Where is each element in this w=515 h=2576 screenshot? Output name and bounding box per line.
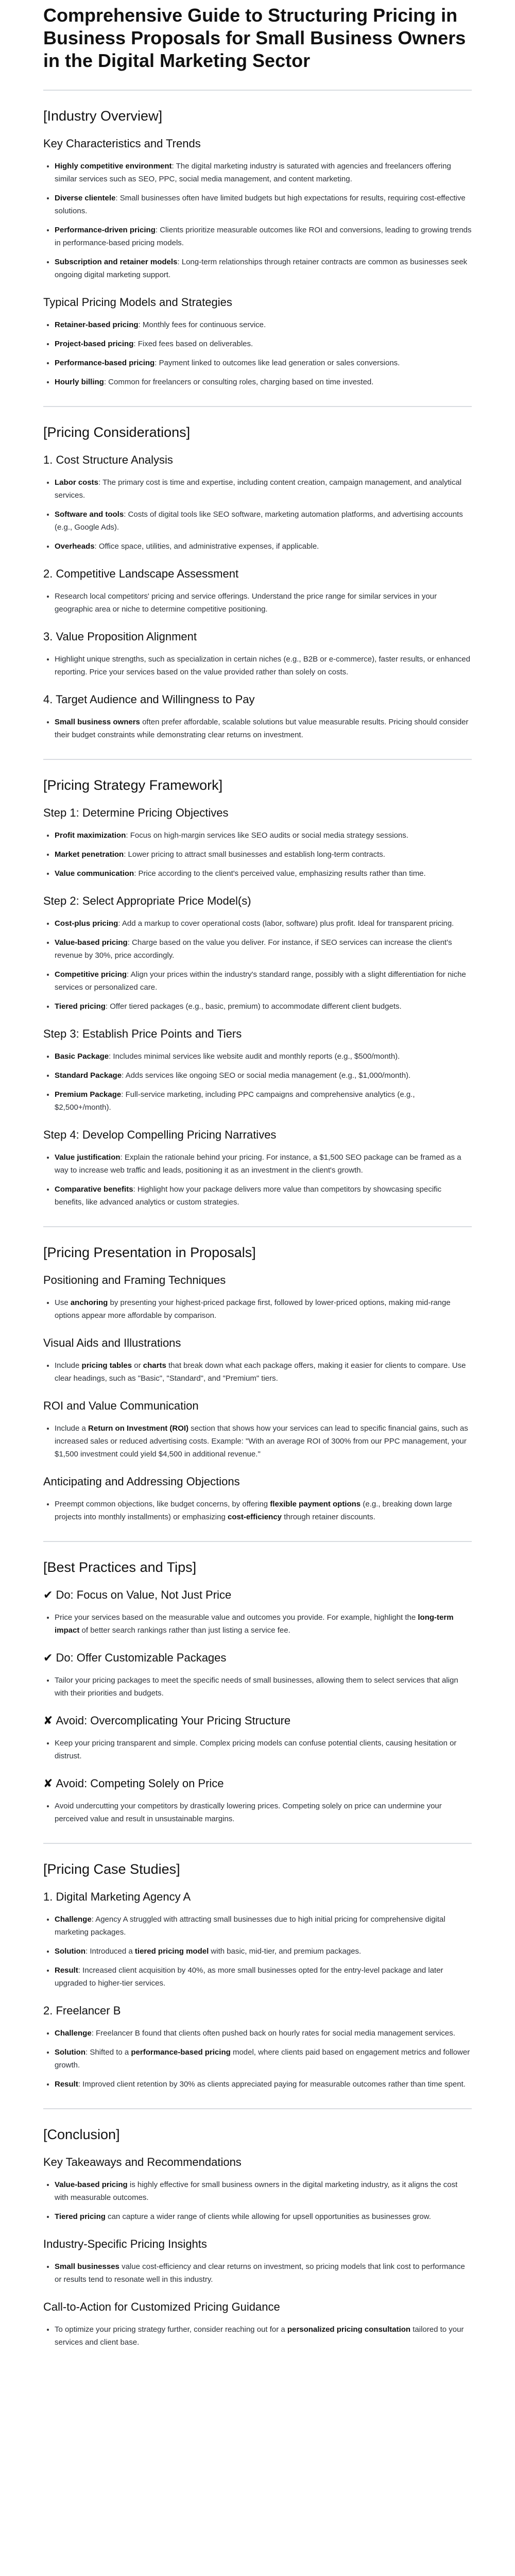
bullet-list: [43, 1913, 472, 1990]
subsection-title: [43, 805, 472, 821]
section-divider: [43, 1226, 472, 1227]
list-item: [55, 653, 472, 679]
subsection-title-text: Step 4: Develop Compelling Pricing Narratives: [43, 1128, 277, 1141]
bold-term: Performance-based pricing: [55, 359, 155, 367]
text-run: value cost-efficiency and clear returns on investment, so pricing models that link cost to performance or results tend to resonate well in this industry.: [55, 2262, 465, 2284]
bullet-list: [43, 1800, 472, 1825]
text-run: that break down what each package offers, making it easier for clients to compare. Use clear headings, such as "Basic", "Standard", and "Premium" tiers.: [55, 1361, 466, 1383]
subsection-title: [43, 2003, 472, 2019]
bold-term: Premium Package: [55, 1090, 122, 1099]
list-item: [55, 160, 472, 185]
bold-term: Basic Package: [55, 1052, 109, 1061]
bullet-list: [43, 2260, 472, 2286]
subsection-title-text: Industry-Specific Pricing Insights: [43, 2238, 207, 2250]
text-run: : Common for freelancers or consulting roles, charging based on time invested.: [104, 378, 374, 386]
text-run: tailored to your services and client base.: [55, 2325, 464, 2347]
subsection-title-text: Anticipating and Addressing Objections: [43, 1475, 240, 1488]
section-title: [Pricing Strategy Framework]: [43, 777, 223, 793]
list-item: [55, 1945, 472, 1958]
subsection-title: [43, 629, 472, 645]
subsection-title-text: Typical Pricing Models and Strategies: [43, 296, 232, 309]
section: [43, 2126, 472, 2349]
bold-term: pricing tables: [81, 1361, 132, 1370]
document-body: [43, 90, 472, 2349]
section-divider: [43, 1843, 472, 1844]
bullet-list: [43, 716, 472, 741]
list-item: [55, 1088, 472, 1114]
subsection-title: [43, 692, 472, 707]
section: [43, 776, 472, 1209]
bold-term: Overheads: [55, 542, 95, 551]
bold-term: Market penetration: [55, 850, 124, 859]
text-run: by presenting your highest-priced package first, followed by lower-priced options, making mid-range options appear more affordable by comparison.: [55, 1298, 451, 1320]
text-run: : Office space, utilities, and administrative expenses, if applicable.: [94, 542, 319, 551]
list-item: [55, 968, 472, 994]
text-run: : Payment linked to outcomes like lead generation or sales conversions.: [154, 359, 400, 367]
subsection-title-text: Avoid: Overcomplicating Your Pricing Structure: [56, 1714, 291, 1727]
bold-term: Comparative benefits: [55, 1185, 133, 1194]
subsection-title-text: 1. Cost Structure Analysis: [43, 453, 173, 466]
bold-term: Small business owners: [55, 718, 140, 726]
bold-term: long-term impact: [55, 1613, 454, 1635]
text-run: : Adds services like ongoing SEO or social media management (e.g., $1,000/month).: [122, 1071, 411, 1080]
subsection-title: [43, 1587, 472, 1603]
section-title: [Best Practices and Tips]: [43, 1560, 197, 1575]
subsection-title-text: 2. Competitive Landscape Assessment: [43, 567, 239, 580]
bold-term: anchoring: [70, 1298, 108, 1307]
list-item: [55, 2210, 472, 2223]
text-run: Price your services based on the measurable value and outcomes you provide. For example, highlight the: [55, 1613, 418, 1622]
checkmark-icon: ✔: [43, 1588, 53, 1601]
section: [43, 423, 472, 741]
section-divider: [43, 2108, 472, 2109]
bullet-list: [43, 160, 472, 281]
list-item: [55, 2046, 472, 2072]
subsection-title-text: 2. Freelancer B: [43, 2004, 121, 2017]
bold-term: Cost-plus pricing: [55, 919, 118, 928]
list-item: [55, 337, 472, 350]
cross-icon: ✘: [43, 1777, 53, 1790]
text-run: : Small businesses often have limited budgets but high expectations for results, requiring cost-effective solutions.: [55, 194, 466, 215]
section-divider: [43, 1541, 472, 1542]
list-item: [55, 1913, 472, 1939]
subsection-title: [43, 1650, 472, 1666]
list-item: [55, 1151, 472, 1177]
list-item: [55, 2260, 472, 2286]
subsection-title: [43, 1026, 472, 1042]
text-run: is highly effective for small business owners in the digital marketing industry, as it aligns the cost with measurable outcomes.: [55, 2180, 458, 2202]
subsection-title-text: 3. Value Proposition Alignment: [43, 630, 197, 643]
bold-term: Small businesses: [55, 2262, 119, 2271]
subsection-title: [43, 1335, 472, 1351]
bold-term: Diverse clientele: [55, 194, 116, 202]
subsection-title: [43, 2155, 472, 2170]
bullet-list: [43, 1296, 472, 1322]
text-run: : Highlight how your package delivers more value than competitors by showcasing specific benefits, like advanced analytics or custom strategies.: [55, 1185, 442, 1207]
bold-term: Tiered pricing: [55, 1002, 106, 1011]
subsection-title-text: Step 3: Establish Price Points and Tiers: [43, 1027, 242, 1040]
bullet-list: [43, 917, 472, 1013]
section-title: [Conclusion]: [43, 2127, 120, 2142]
bullet-list: [43, 590, 472, 616]
bullet-list: [43, 1359, 472, 1385]
list-item: [55, 716, 472, 741]
subsection-title: [43, 893, 472, 909]
text-run: : Long-term relationships through retainer contracts are common as businesses seek ongoing digital marketing support.: [55, 258, 468, 279]
list-item: [55, 1611, 472, 1637]
subsection-title-text: Step 1: Determine Pricing Objectives: [43, 806, 229, 819]
bold-term: Return on Investment (ROI): [88, 1424, 189, 1433]
list-item: [55, 1296, 472, 1322]
list-item: [55, 476, 472, 502]
subsection-title: [43, 1776, 472, 1791]
section-divider: [43, 90, 472, 91]
subsection-title-text: Key Takeaways and Recommendations: [43, 2156, 242, 2168]
text-run: : Add a markup to cover operational costs (labor, software) plus profit. Ideal for transparent pricing.: [118, 919, 454, 928]
bullet-list: [43, 2178, 472, 2223]
section-divider: [43, 759, 472, 760]
bullet-list: [43, 829, 472, 880]
bold-term: Solution: [55, 1947, 85, 1956]
bold-term: Hourly billing: [55, 378, 104, 386]
subsection-title-text: Visual Aids and Illustrations: [43, 1336, 181, 1349]
list-item: [55, 256, 472, 281]
text-run: : Offer tiered packages (e.g., basic, premium) to accommodate different client budgets.: [105, 1002, 402, 1011]
bold-term: Tiered pricing: [55, 2212, 106, 2221]
subsection-title-text: ROI and Value Communication: [43, 1399, 199, 1412]
bold-term: flexible payment options: [270, 1500, 361, 1509]
subsection-title: [43, 1398, 472, 1414]
subsection-title: [43, 452, 472, 468]
list-item: [55, 1737, 472, 1762]
list-item: [55, 829, 472, 842]
subsection-title-text: Key Characteristics and Trends: [43, 137, 201, 150]
subsection-title-text: Do: Focus on Value, Not Just Price: [56, 1588, 232, 1601]
text-run: : Full-service marketing, including PPC campaigns and comprehensive analytics (e.g., $2,500+/month).: [55, 1090, 415, 1112]
list-item: [55, 936, 472, 962]
list-item: [55, 848, 472, 861]
bullet-list: [43, 2027, 472, 2091]
subsection-title: [43, 1273, 472, 1288]
bold-term: Solution: [55, 2048, 85, 2057]
text-run: : Agency A struggled with attracting small businesses due to high initial pricing for comprehensive digital marketing packages.: [55, 1915, 445, 1937]
subsection-title: [43, 1713, 472, 1728]
bold-term: Standard Package: [55, 1071, 122, 1080]
text-run: : Increased client acquisition by 40%, as more small businesses opted for the entry-level package and later upgraded to higher-tier services.: [55, 1966, 443, 1988]
text-run: : Freelancer B found that clients often pushed back on hourly rates for social media management services.: [91, 2029, 455, 2038]
list-item: [55, 1050, 472, 1063]
list-item: [55, 1359, 472, 1385]
text-run: : Explain the rationale behind your pricing. For instance, a $1,500 SEO package can be framed as a way to increase web traffic and leads, positioning it as an investment in the client's growth.: [55, 1153, 461, 1175]
list-item: [55, 917, 472, 930]
text-run: or: [132, 1361, 143, 1370]
section: [43, 1244, 472, 1523]
text-run: : Monthly fees for continuous service.: [138, 320, 266, 329]
text-run: with basic, mid-tier, and premium packages.: [209, 1947, 362, 1956]
list-item: [55, 590, 472, 616]
list-item: [55, 1800, 472, 1825]
list-item: [55, 2078, 472, 2091]
cross-icon: ✘: [43, 1714, 53, 1727]
bold-term: charts: [143, 1361, 166, 1370]
subsection-title-text: Do: Offer Customizable Packages: [56, 1651, 227, 1664]
text-run: Tailor your pricing packages to meet the specific needs of small businesses, allowing them to select services that align with their priorities and budgets.: [55, 1676, 458, 1698]
bold-term: performance-based pricing: [131, 2048, 231, 2057]
bold-term: personalized pricing consultation: [287, 2325, 411, 2334]
bullet-list: [43, 1737, 472, 1762]
bold-term: Project-based pricing: [55, 340, 134, 348]
list-item: [55, 2027, 472, 2040]
text-run: Include: [55, 1361, 82, 1370]
bold-term: Labor costs: [55, 478, 99, 487]
subsection-title-text: 4. Target Audience and Willingness to Pay: [43, 693, 255, 706]
subsection-title-text: Step 2: Select Appropriate Price Model(s): [43, 894, 251, 907]
subsection-title: [43, 1127, 472, 1143]
bold-term: Challenge: [55, 2029, 92, 2038]
bold-term: Subscription and retainer models: [55, 258, 178, 266]
subsection-title: [43, 2236, 472, 2252]
subsection-title: [43, 2299, 472, 2315]
section-divider: [43, 406, 472, 407]
text-run: : Fixed fees based on deliverables.: [133, 340, 253, 348]
bold-term: Value justification: [55, 1153, 121, 1162]
text-run: Include a: [55, 1424, 89, 1433]
text-run: (e.g., breaking down large projects into monthly installments) or emphasizing: [55, 1500, 452, 1521]
bold-term: Performance-driven pricing: [55, 226, 156, 234]
text-run: of better search rankings rather than just listing a service fee.: [79, 1626, 290, 1635]
bullet-list: [43, 318, 472, 388]
page-title: Comprehensive Guide to Structuring Pricing in Business Proposals for Small Business Owners in the Digital Marketing Sector: [43, 5, 466, 71]
text-run: : Focus on high-margin services like SEO audits or social media strategy sessions.: [126, 831, 408, 840]
bullet-list: [43, 1674, 472, 1700]
text-run: Avoid undercutting your competitors by drastically lowering prices. Competing solely on price can undermine your perceived value and result in unsustainable margins.: [55, 1802, 442, 1823]
bold-term: Result: [55, 2080, 78, 2089]
text-run: Preempt common objections, like budget concerns, by offering: [55, 1500, 270, 1509]
bold-term: Value-based pricing: [55, 2180, 128, 2189]
subsection-title-text: 1. Digital Marketing Agency A: [43, 1890, 191, 1903]
bold-term: Highly competitive environment: [55, 162, 172, 171]
subsection-title-text: Call-to-Action for Customized Pricing Guidance: [43, 2300, 280, 2313]
bold-term: Challenge: [55, 1915, 92, 1924]
text-run: : The digital marketing industry is saturated with agencies and freelancers offering similar services such as SEO, PPC, social media management, and content marketing.: [55, 162, 451, 183]
section: [43, 1860, 472, 2091]
bold-term: Profit maximization: [55, 831, 126, 840]
text-run: Use: [55, 1298, 71, 1307]
text-run: : Clients prioritize measurable outcomes like ROI and conversions, leading to growing trends in performance-based pricing models.: [55, 226, 472, 247]
list-item: [55, 1674, 472, 1700]
list-item: [55, 318, 472, 331]
subsection-title-text: Avoid: Competing Solely on Price: [56, 1777, 224, 1790]
text-run: : Costs of digital tools like SEO software, marketing automation platforms, and advertising accounts (e.g., Google Ads).: [55, 510, 463, 532]
text-run: can capture a wider range of clients while allowing for upsell opportunities as businesses grow.: [105, 2212, 431, 2221]
list-item: [55, 1183, 472, 1209]
bold-term: Competitive pricing: [55, 970, 127, 979]
section: [43, 107, 472, 388]
bold-term: tiered pricing model: [134, 1947, 209, 1956]
list-item: [55, 357, 472, 369]
text-run: : Includes minimal services like website audit and monthly reports (e.g., $500/month).: [109, 1052, 400, 1061]
list-item: [55, 2323, 472, 2349]
section-title: [Pricing Presentation in Proposals]: [43, 1245, 256, 1260]
bold-term: Value-based pricing: [55, 938, 128, 947]
bullet-list: [43, 1422, 472, 1461]
text-run: : Price according to the client's perceived value, emphasizing results rather than time.: [134, 869, 426, 878]
text-run: : Charge based on the value you deliver. For instance, if SEO services can increase the client's revenue by 30%, price accordingly.: [55, 938, 452, 960]
bullet-list: [43, 2323, 472, 2349]
text-run: : Lower pricing to attract small businesses and establish long-term contracts.: [124, 850, 385, 859]
list-item: [55, 224, 472, 249]
text-run: To optimize your pricing strategy further, consider reaching out for a: [55, 2325, 287, 2334]
subsection-title: [43, 295, 472, 310]
list-item: [55, 192, 472, 217]
bold-term: Software and tools: [55, 510, 124, 519]
text-run: : The primary cost is time and expertise, including content creation, campaign management, and analytical services.: [55, 478, 462, 500]
bullet-list: [43, 653, 472, 679]
text-run: : Shifted to a: [85, 2048, 131, 2057]
bold-term: Retainer-based pricing: [55, 320, 139, 329]
text-run: section that shows how your services can lead to specific financial gains, such as increased sales or reduced advertising costs. Example: "With an average ROI of 300% from our PPC management, your $1,500 investment could yield $4,500 in additional revenue.": [55, 1424, 468, 1459]
list-item: [55, 1000, 472, 1013]
text-run: : Improved client retention by 30% as clients appreciated paying for measurable outcomes rather than time spent.: [78, 2080, 466, 2089]
text-run: Highlight unique strengths, such as specialization in certain niches (e.g., B2B or e-commerce), faster results, or enhanced reporting. Price your services based on the value provided rather than solely on costs.: [55, 655, 471, 676]
section-title: [Pricing Case Studies]: [43, 1861, 180, 1877]
subsection-title: [43, 1474, 472, 1489]
text-run: model, where clients paid based on engagement metrics and follower growth.: [55, 2048, 470, 2070]
list-item: [55, 1422, 472, 1461]
subsection-title: [43, 1889, 472, 1905]
bullet-list: [43, 1050, 472, 1114]
text-run: Keep your pricing transparent and simple. Complex pricing models can confuse potential clients, causing hesitation or distrust.: [55, 1739, 457, 1760]
list-item: [55, 508, 472, 534]
bullet-list: [43, 1611, 472, 1637]
list-item: [55, 1498, 472, 1523]
section-title: [Pricing Considerations]: [43, 425, 191, 440]
text-run: Research local competitors' pricing and service offerings. Understand the price range for similar services in your geographic area or niche to determine competitive positioning.: [55, 592, 437, 614]
list-item: [55, 1069, 472, 1082]
text-run: : Introduced a: [85, 1947, 135, 1956]
list-item: [55, 867, 472, 880]
bold-term: Result: [55, 1966, 78, 1975]
list-item: [55, 540, 472, 553]
text-run: through retainer discounts.: [282, 1513, 375, 1521]
bullet-list: [43, 1498, 472, 1523]
bullet-list: [43, 476, 472, 553]
list-item: [55, 2178, 472, 2204]
list-item: [55, 376, 472, 388]
checkmark-icon: ✔: [43, 1651, 53, 1664]
list-item: [55, 1964, 472, 1990]
subsection-title-text: Positioning and Framing Techniques: [43, 1274, 226, 1286]
section: [43, 1558, 472, 1825]
text-run: : Align your prices within the industry's standard range, possibly with a slight differentiation for niche services or personalized care.: [55, 970, 466, 992]
bullet-list: [43, 1151, 472, 1209]
text-run: often prefer affordable, scalable solutions but value measurable results. Pricing should consider their budget constraints while demonstrating clear returns on investment.: [55, 718, 469, 739]
section-title: [Industry Overview]: [43, 108, 163, 124]
bold-term: Value communication: [55, 869, 134, 878]
bold-term: cost-efficiency: [227, 1513, 282, 1521]
subsection-title: [43, 136, 472, 151]
subsection-title: [43, 566, 472, 582]
